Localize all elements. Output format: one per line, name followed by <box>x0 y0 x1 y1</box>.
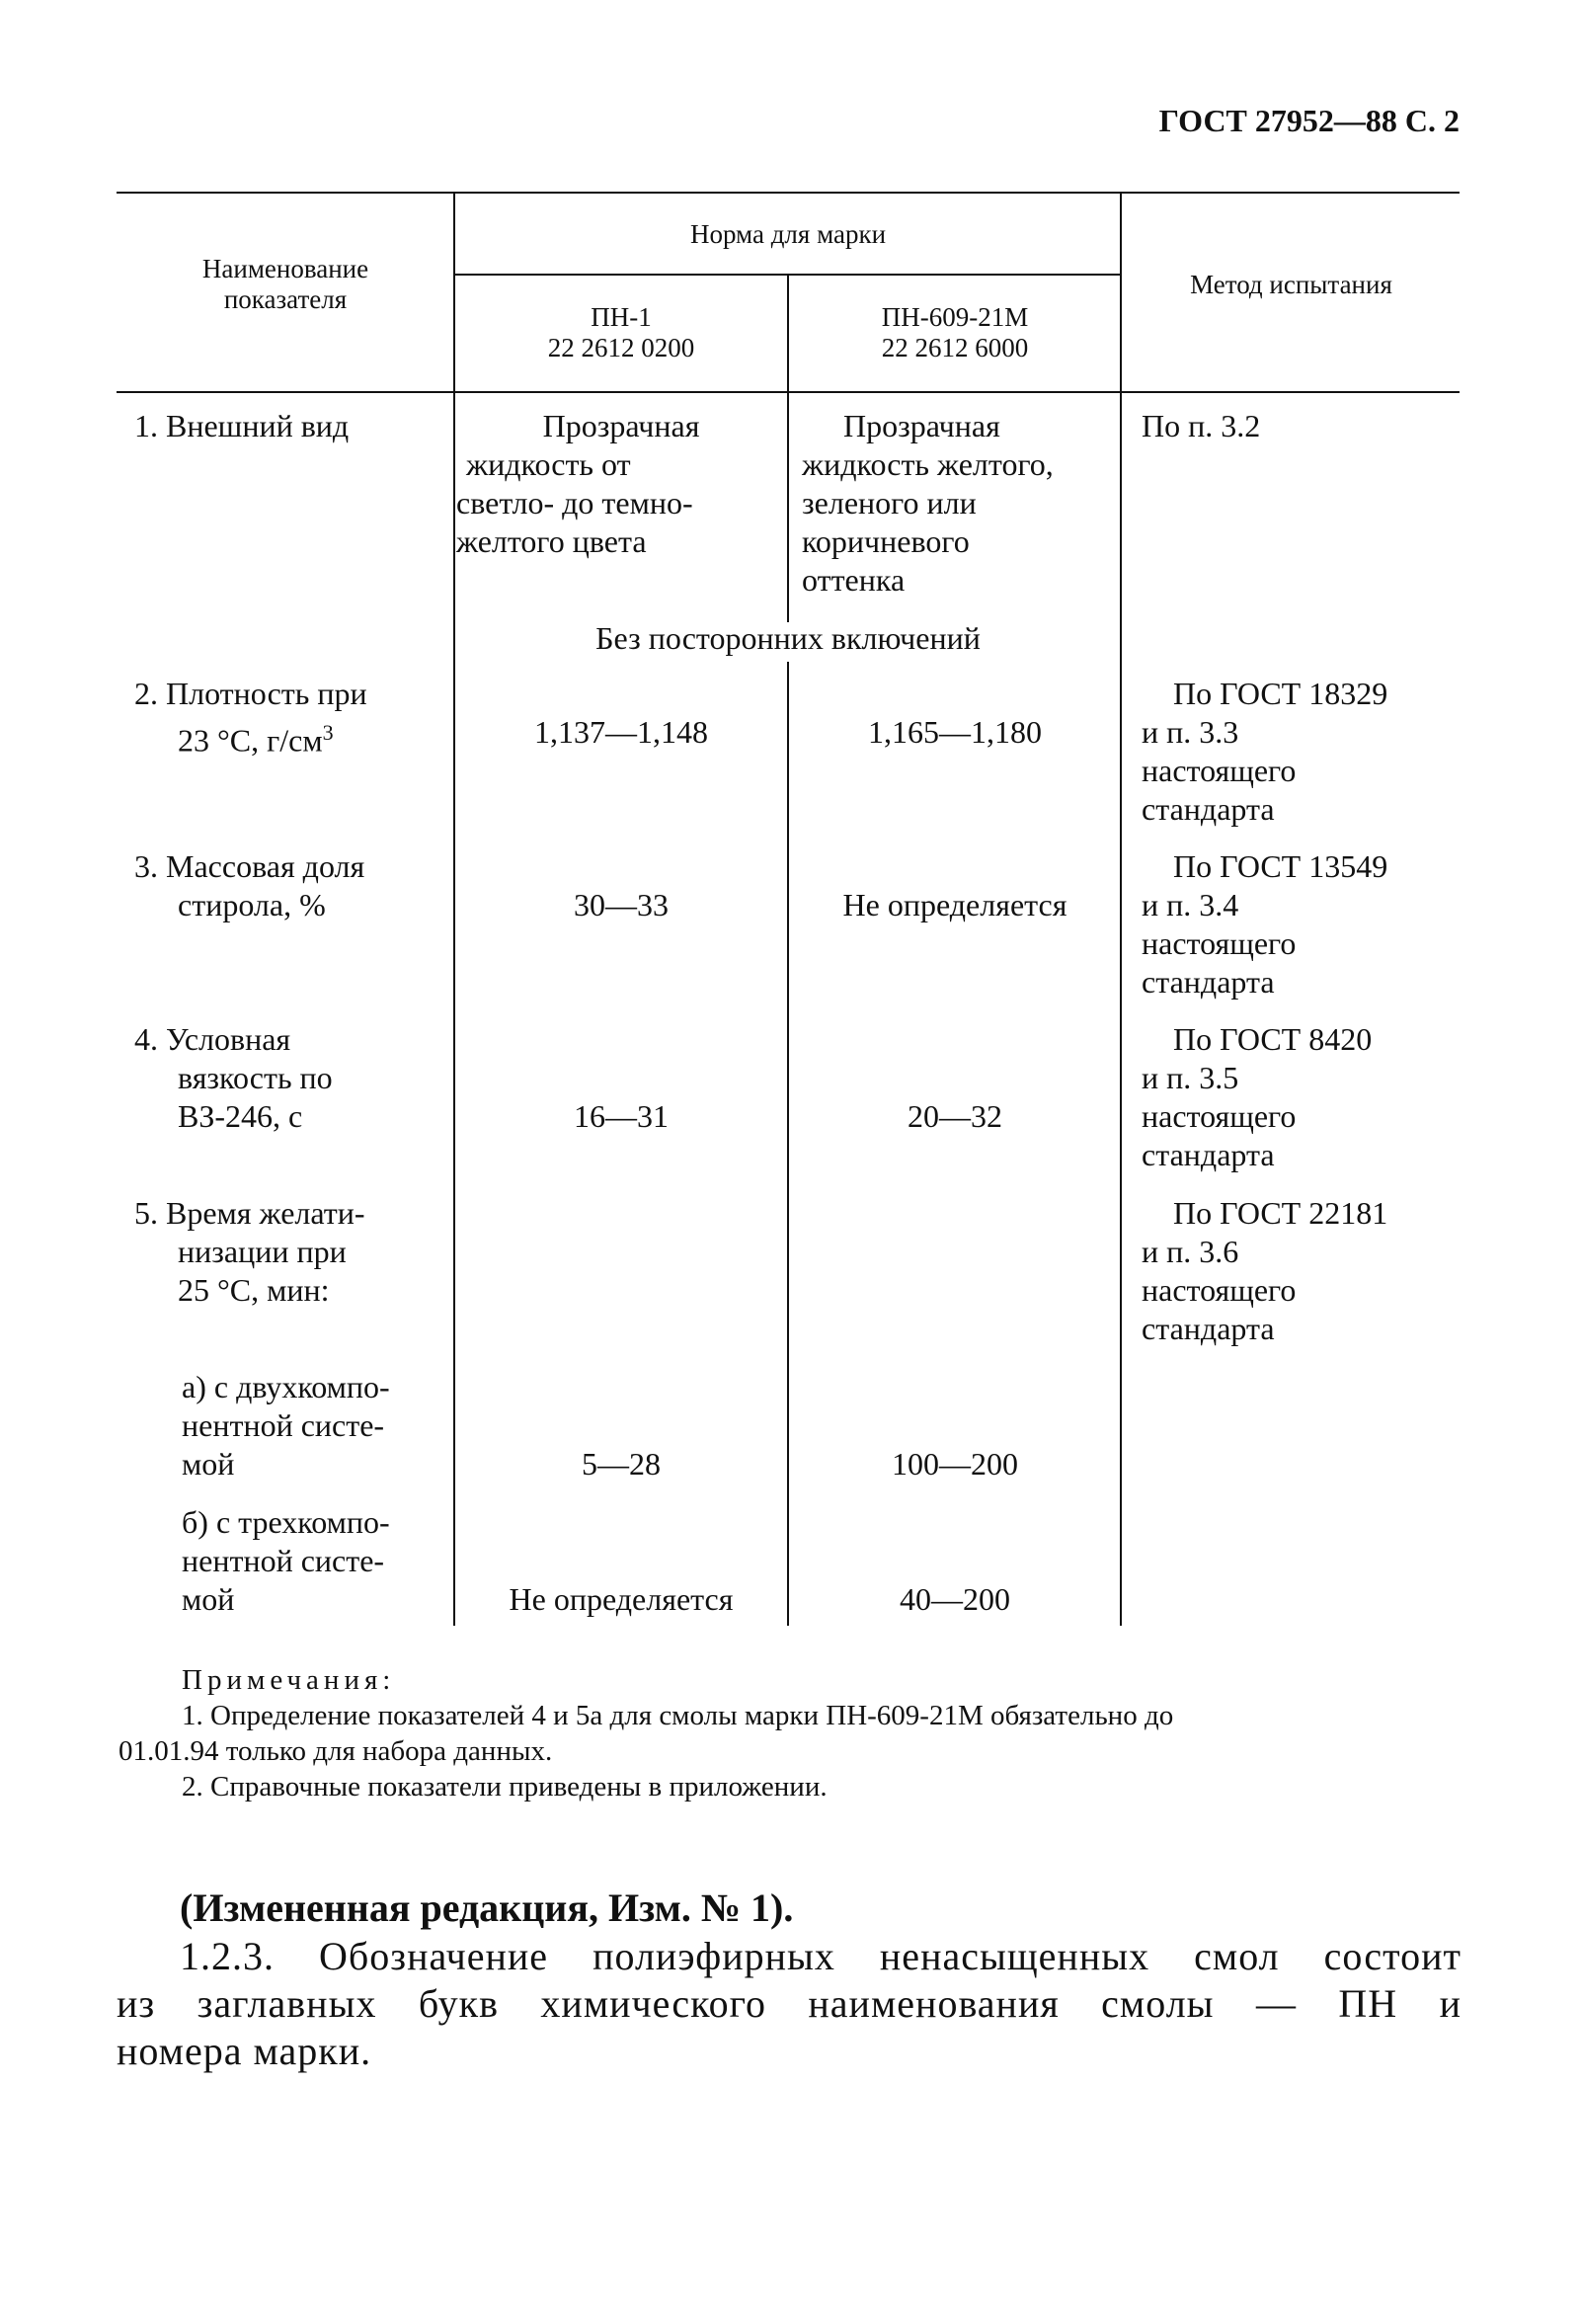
row-name-line: 2. Плотность при <box>134 676 367 711</box>
header-name-line: Наименование <box>201 254 369 283</box>
row-3-grade1: 30—33 <box>574 887 669 922</box>
notes-title: Примечания: <box>182 1664 396 1696</box>
row-1-grade2 <box>802 407 1118 600</box>
row-method-line: и п. 3.6 <box>1142 1234 1239 1269</box>
row-method-line: настоящего <box>1142 753 1297 788</box>
row-method-line: По ГОСТ 18329 <box>1173 676 1388 711</box>
row-name-line-with-sup <box>134 713 450 761</box>
col-divider-method <box>1120 192 1122 1626</box>
row-value-line: Прозрачная <box>542 408 700 443</box>
row-1-method <box>1142 407 1458 445</box>
row-method-line: стандарта <box>1142 964 1275 1000</box>
row-value-line: Прозрачная <box>843 408 1000 443</box>
body-paragraph <box>117 1933 1462 2075</box>
row-method-line: и п. 3.3 <box>1142 714 1239 750</box>
row-1-span-note: Без посторонних включений <box>595 620 981 656</box>
row-method-line: и п. 3.5 <box>1142 1060 1239 1095</box>
row-name-line: нентной систе- <box>182 1407 385 1443</box>
row-2-grade1: 1,137—1,148 <box>534 714 708 750</box>
row-value-line: жидкость желтого, <box>802 446 1054 482</box>
row-method-line: По ГОСТ 8420 <box>1173 1021 1373 1057</box>
row-1-name <box>134 407 450 445</box>
row-method-line: стандарта <box>1142 1137 1275 1172</box>
row-value-line: желтого цвета <box>456 523 647 559</box>
page-header: ГОСТ 27952—88 С. 2 <box>1158 103 1460 138</box>
row-method-line: По п. 3.2 <box>1142 408 1261 443</box>
row-4-name <box>134 1020 450 1136</box>
amendment-note: (Измененная редакция, Изм. № 1). <box>180 1885 794 1930</box>
header-grade2 <box>790 302 1120 363</box>
row-value-line: светло- до темно- <box>456 485 693 521</box>
notes-block <box>118 1662 1462 1804</box>
note-item: 1. Определение показателей 4 и 5а для смолы марки ПН-609-21М обязательно до <box>182 1700 1174 1731</box>
superscript: 3 <box>322 720 334 745</box>
row-3-method <box>1142 847 1458 1002</box>
row-name-line: б) с трехкомпо- <box>182 1504 390 1540</box>
paragraph-line: номера марки. <box>117 2029 372 2073</box>
row-method-line: настоящего <box>1142 1098 1297 1134</box>
row-name-line: ВЗ-246, с <box>178 1098 303 1134</box>
row-name-line: низации при <box>178 1234 347 1269</box>
row-method-line: настоящего <box>1142 1272 1297 1308</box>
row-name-line: 25 °С, мин: <box>178 1272 330 1308</box>
grade2-code: 22 2612 6000 <box>881 333 1029 362</box>
row-name-line: нентной систе- <box>182 1543 385 1578</box>
header-grade1 <box>456 302 786 363</box>
grade1-code: 22 2612 0200 <box>547 333 695 362</box>
row-5a-grade2: 100—200 <box>892 1446 1018 1482</box>
row-value-line: зеленого или <box>802 485 977 521</box>
row-4-grade2: 20—32 <box>908 1098 1002 1134</box>
row-5a-name <box>182 1368 453 1483</box>
row-5-method <box>1142 1194 1458 1348</box>
row-2-name <box>134 675 450 761</box>
row-name-line: мой <box>182 1446 235 1482</box>
col-divider-grade-top <box>787 274 789 622</box>
row-3-grade2: Не определяется <box>842 887 1067 922</box>
row-value-line: коричневого <box>802 523 970 559</box>
row-3-name <box>134 847 450 924</box>
row-name-line: стирола, % <box>178 887 326 922</box>
header-name-line: показателя <box>223 284 348 314</box>
row-method-line: стандарта <box>1142 791 1275 827</box>
header-name-column <box>118 254 452 315</box>
row-2-grade2: 1,165—1,180 <box>868 714 1042 750</box>
row-method-line: настоящего <box>1142 925 1297 961</box>
row-name-line: мой <box>182 1581 235 1617</box>
row-name-text: 23 °С, г/см <box>178 722 323 759</box>
row-name-line: 3. Массовая доля <box>134 848 365 884</box>
row-method-line: стандарта <box>1142 1311 1275 1346</box>
table-top-rule <box>117 192 1460 194</box>
row-method-line: По ГОСТ 22181 <box>1173 1195 1388 1231</box>
row-2-method <box>1142 675 1458 829</box>
row-5-name <box>134 1194 450 1310</box>
row-4-method <box>1142 1020 1458 1174</box>
paragraph-line: из заглавных букв химического наименования смолы — ПН и <box>117 1981 1462 2026</box>
header-method: Метод испытания <box>1190 270 1392 299</box>
row-4-grade1: 16—31 <box>574 1098 669 1134</box>
row-value-line: жидкость от <box>466 446 631 482</box>
row-5a-grade1: 5—28 <box>582 1446 661 1482</box>
header-group: Норма для марки <box>689 219 887 249</box>
note-item: 2. Справочные показатели приведены в приложении. <box>182 1771 828 1803</box>
row-name-line: 1. Внешний вид <box>134 408 350 443</box>
row-5b-grade1: Не определяется <box>509 1581 734 1617</box>
grade1-name: ПН-1 <box>591 302 652 332</box>
row-name-line: а) с двухкомпо- <box>182 1369 390 1404</box>
row-name-line: вязкость по <box>178 1060 333 1095</box>
row-value-line: оттенка <box>802 562 906 598</box>
row-method-line: По ГОСТ 13549 <box>1173 848 1388 884</box>
row-1-grade1 <box>456 407 786 561</box>
row-5b-grade2: 40—200 <box>900 1581 1010 1617</box>
grade2-name: ПН-609-21М <box>881 302 1029 332</box>
row-name-line: 5. Время желати- <box>134 1195 365 1231</box>
col-divider-name <box>453 192 455 1626</box>
row-name-line: 4. Условная <box>134 1021 291 1057</box>
row-method-line: и п. 3.4 <box>1142 887 1239 922</box>
note-item: 01.01.94 только для набора данных. <box>118 1735 553 1767</box>
row-5b-name <box>182 1503 453 1619</box>
paragraph-line: 1.2.3. Обозначение полиэфирных ненасыщенных смол состоит <box>180 1934 1462 1978</box>
col-divider-grade-bottom <box>787 662 789 1626</box>
